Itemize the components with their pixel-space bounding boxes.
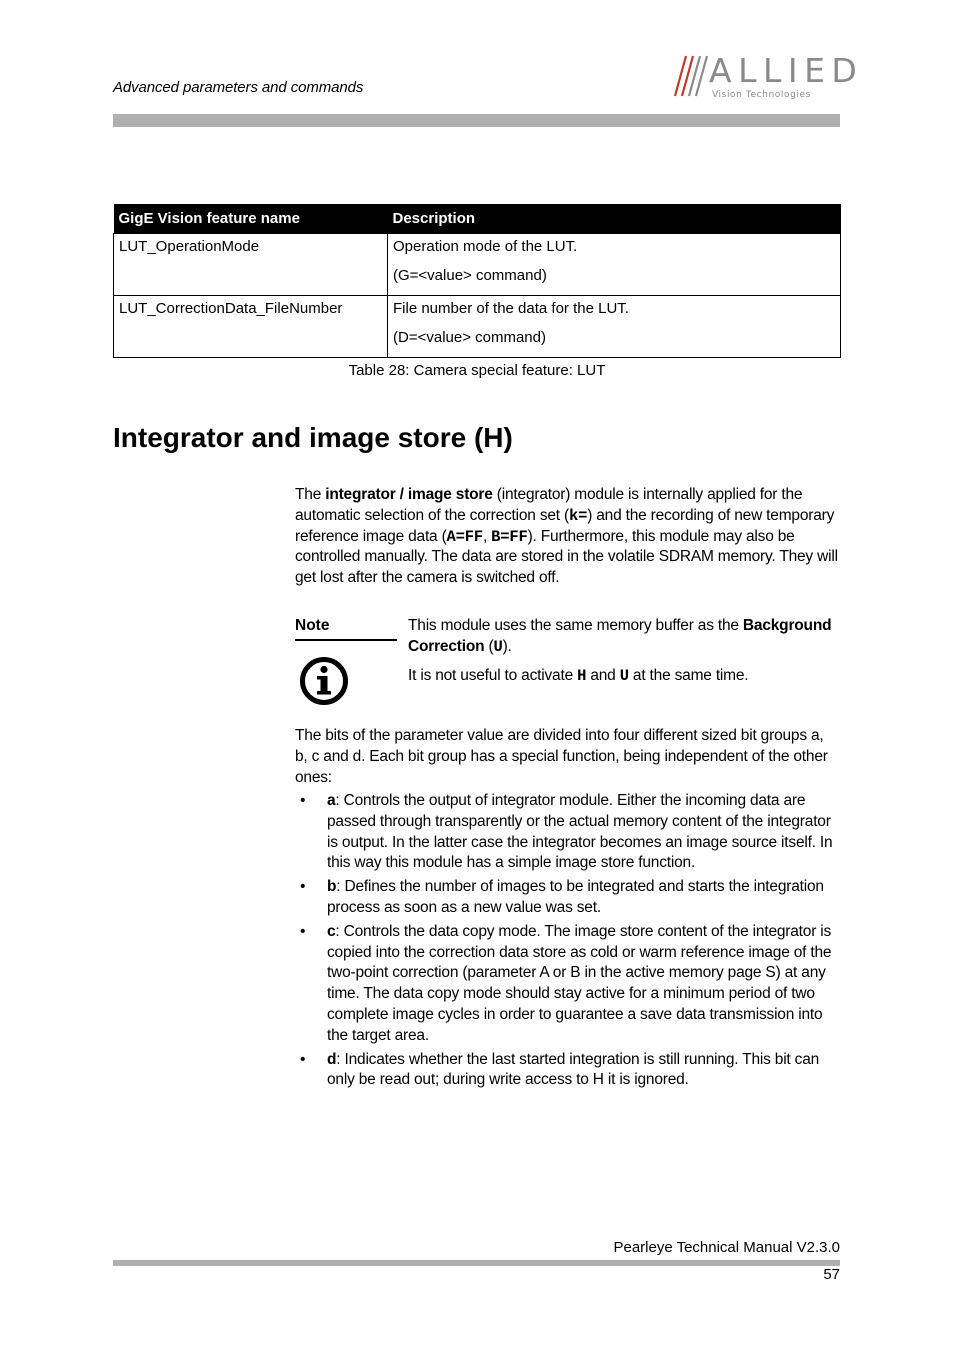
table-cell-description xyxy=(388,234,841,296)
code-a: A=FF xyxy=(446,527,483,546)
page-number: 57 xyxy=(823,1266,840,1283)
note-text: It is not useful to activate H and U at the same time. xyxy=(408,667,749,685)
bit-key: a xyxy=(327,792,336,809)
info-icon xyxy=(299,656,349,706)
table-cell-name xyxy=(114,234,388,296)
bit-group-list xyxy=(295,791,840,1094)
integrator-term: integrator / image store xyxy=(325,486,493,503)
note-divider xyxy=(295,639,397,641)
footer-bar xyxy=(113,1260,840,1266)
background-correction-term: Background Correction xyxy=(408,617,832,655)
description-command: (G=<value> command) xyxy=(393,267,547,284)
bullet: • xyxy=(300,878,306,896)
code-h: H xyxy=(577,667,587,685)
allied-logo xyxy=(668,51,864,102)
feature-table xyxy=(113,204,841,358)
table-header-description: Description xyxy=(388,204,841,234)
table-row xyxy=(114,296,841,358)
bit-key: b xyxy=(327,878,337,896)
section-heading: Integrator and image store (H) xyxy=(113,422,513,453)
feature-name: LUT_OperationMode xyxy=(119,238,260,255)
logo-subtext: Vision Technologies xyxy=(712,90,811,100)
list-item: • b: Defines the number of images to be integrated and starts the integration process as soon as a new value was set. xyxy=(300,878,824,916)
bits-paragraph: The bits of the parameter value are divided into four different sized bit groups a, b, c and d. Each bit group has a special function, being independent of the other ones: xyxy=(295,727,828,786)
table-cell-description xyxy=(388,296,841,358)
code-b: B=FF xyxy=(491,527,528,546)
table-cell-name xyxy=(114,296,388,358)
note-text: This module uses the same memory buffer as the Background Correction (U). xyxy=(408,617,832,656)
table-caption: Table 28: Camera special feature: LUT xyxy=(348,362,606,379)
code-u: U xyxy=(619,667,629,685)
description-line: File number of the data for the LUT. xyxy=(393,300,629,317)
note-label: Note xyxy=(295,617,330,634)
description-command: (D=<value> command) xyxy=(393,329,546,346)
bit-key: c xyxy=(327,922,336,940)
feature-name: LUT_CorrectionData_FileNumber xyxy=(119,300,343,317)
description-line: Operation mode of the LUT. xyxy=(393,238,578,255)
logo-text: ALLIED xyxy=(709,51,864,90)
footer-manual-title: Pearleye Technical Manual V2.3.0 xyxy=(613,1239,840,1256)
bit-key: d xyxy=(327,1050,337,1068)
bullet: • xyxy=(300,1050,306,1068)
bullet: • xyxy=(300,922,306,940)
list-item: • c: Controls the data copy mode. The image store content of the integrator is copied into the correction data store as cold or warm reference image of the two-point correction (parameter A or B in the active memory page S) at any time. The data copy mode should stay active for a minimum period of two complete image cycles in order to guarantee a save data transmission into the target area. xyxy=(300,922,832,1044)
header-title: Advanced parameters and commands xyxy=(113,79,364,96)
list-item: • a: Controls the output of integrator module. Either the incoming data are passed through transparently or the actual memory content of the integrator is output. In the latter case the integrator becomes an image source itself. In this way this module has a simple image store function. xyxy=(300,792,833,872)
header-bar xyxy=(113,114,840,127)
code-k: k= xyxy=(568,506,588,525)
intro-paragraph: The integrator / image store (integrator) module is internally applied for the automatic selection of the correction set (k=) and the recording of new temporary reference image data (A=FF, B=FF). Furthermore, this module may also be controlled manually. The data are stored in the volatile SDRAM memory. They will get lost after the camera is switched off. xyxy=(295,486,838,587)
table-header-row xyxy=(114,204,841,234)
table-header-feature-name: GigE Vision feature name xyxy=(114,204,388,234)
code-u: U xyxy=(493,637,503,656)
table-row xyxy=(114,234,841,296)
bullet: • xyxy=(300,792,306,809)
list-item: • d: Indicates whether the last started integration is still running. This bit can only be read out; during write access to H it is ignored. xyxy=(300,1050,820,1089)
